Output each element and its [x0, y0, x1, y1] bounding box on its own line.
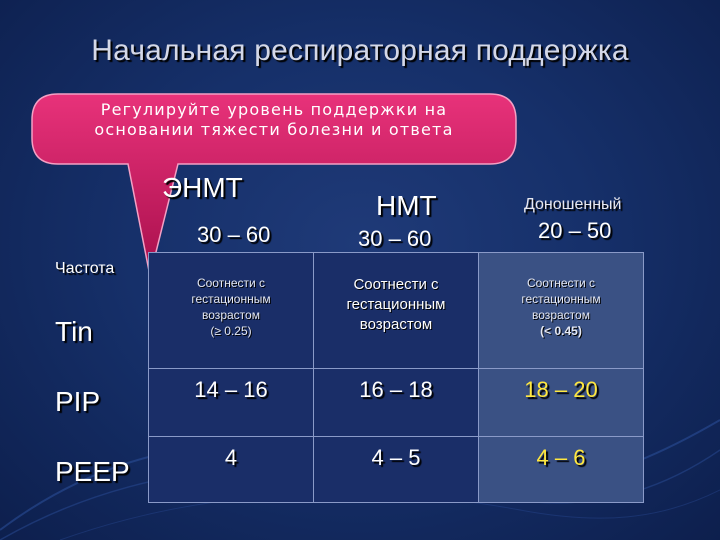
rate-nmt: 30 – 60 — [358, 226, 432, 251]
callout-line-1: Регулируйте уровень поддержки на — [100, 100, 448, 119]
peep-cell-nmt: 4 – 5 — [314, 437, 479, 503]
row-label-frequency: Частота — [55, 260, 115, 277]
pip-cell-nmt: 16 – 18 — [314, 369, 479, 437]
settings-table — [148, 252, 644, 503]
peep-cell-enmt: 4 — [149, 437, 314, 503]
pip-cell-enmt: 14 – 16 — [149, 369, 314, 437]
table-row-pip — [149, 369, 644, 437]
page-title: Начальная респираторная поддержка — [91, 34, 629, 67]
callout-line-2: основании тяжести болезни и ответа — [94, 120, 454, 139]
column-header-term: Доношенный — [524, 196, 622, 213]
row-label-tin: Tin — [55, 316, 93, 347]
rate-term: 20 – 50 — [538, 218, 612, 243]
row-label-peep: PEEP — [55, 456, 130, 487]
column-header-nmt: НМТ — [376, 190, 437, 221]
row-label-pip: PIP — [55, 386, 101, 417]
callout-text — [40, 100, 508, 140]
column-header-enmt: ЭНМТ — [162, 172, 243, 203]
tin-cell-nmt: Соотнести с гестационным возрастом — [314, 253, 479, 369]
tin-cell-enmt: Соотнести с гестационным возрастом (≥ 0.25) — [149, 253, 314, 369]
tin-cell-term: Соотнести с гестационным возрастом (< 0.45) — [479, 253, 644, 369]
peep-cell-term: 4 – 6 — [479, 437, 644, 503]
table-row-peep — [149, 437, 644, 503]
rate-enmt: 30 – 60 — [197, 222, 271, 247]
pip-cell-term: 18 – 20 — [479, 369, 644, 437]
table-row-tin — [149, 253, 644, 369]
